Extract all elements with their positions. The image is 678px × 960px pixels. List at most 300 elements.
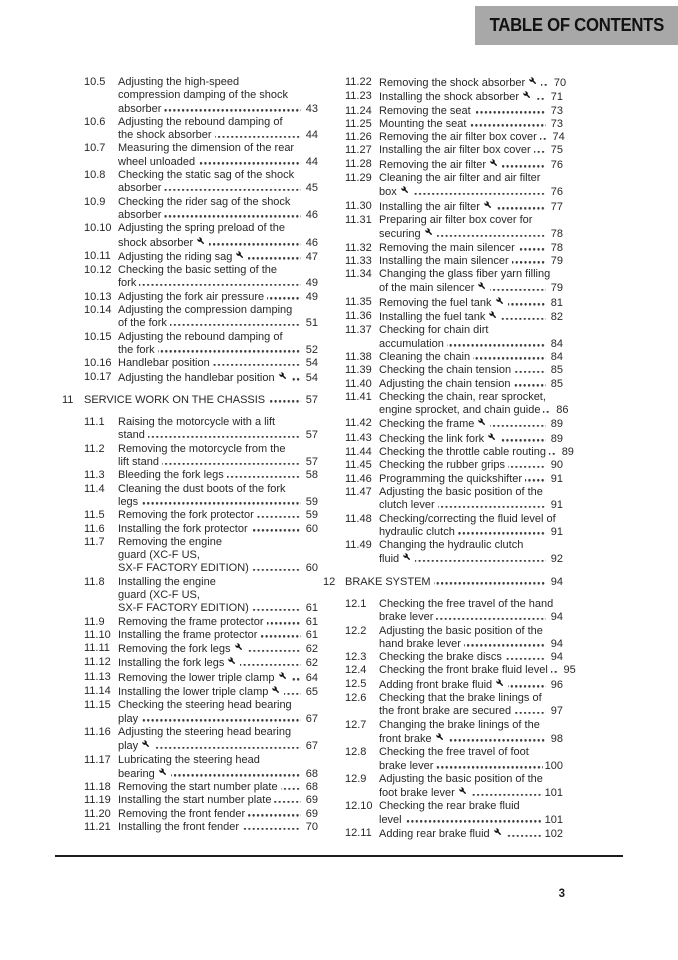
toc-section-entry — [323, 351, 563, 364]
wrench-icon — [235, 250, 245, 260]
entry-title-line: absorber — [118, 208, 162, 221]
leader-dots — [540, 138, 548, 141]
entry-page-number: 94 — [550, 637, 563, 650]
leader-dots — [434, 582, 546, 585]
entry-page-number: 89 — [561, 446, 574, 459]
entry-title-line: hydraulic clutch — [379, 525, 455, 538]
entry-number: 10.6 — [84, 115, 106, 128]
entry-last-line — [379, 473, 563, 486]
entry-title-line: level — [379, 813, 402, 826]
entry-title — [379, 144, 563, 157]
entry-number: 11.3 — [84, 469, 105, 482]
entry-title — [118, 331, 318, 358]
entry-number: 11.30 — [345, 199, 372, 212]
entry-last-line — [118, 496, 318, 509]
entry-last-line — [118, 794, 318, 807]
toc-section-entry — [323, 719, 563, 747]
entry-number: 10.17 — [84, 370, 112, 383]
entry-title — [379, 486, 563, 513]
toc-section-entry — [323, 268, 563, 296]
entry-title — [118, 576, 318, 616]
entry-last-line — [118, 429, 318, 442]
leader-dots — [535, 98, 546, 101]
entry-title-line: clutch lever — [379, 499, 435, 512]
entry-title-line: Removing the fuel tank — [379, 296, 492, 309]
entry-page-number: 79 — [550, 254, 563, 267]
entry-page-number: 84 — [550, 350, 563, 363]
entry-title-line: Removing the frame protector — [118, 615, 264, 628]
entry-number: 11.13 — [84, 670, 111, 683]
entry-page-number: 61 — [305, 602, 318, 615]
entry-number: 11.14 — [84, 685, 111, 698]
wrench-icon — [158, 767, 168, 777]
entry-page-number: 61 — [305, 615, 318, 628]
leader-dots — [139, 284, 301, 287]
entry-last-line — [118, 236, 318, 250]
entry-title-line: bearing — [118, 767, 155, 780]
entry-title-line: Checking/correcting the fluid level of — [379, 512, 556, 525]
entry-last-line — [118, 781, 318, 794]
entry-title — [118, 656, 318, 670]
entry-title — [118, 523, 318, 536]
entry-title-line: absorber — [118, 182, 162, 195]
entry-page-number: 54 — [305, 357, 318, 370]
entry-title — [118, 264, 318, 291]
entry-title-line: box — [379, 186, 397, 199]
entry-title — [379, 719, 563, 747]
entry-title — [379, 625, 563, 652]
entry-title — [345, 576, 563, 589]
leader-dots — [473, 357, 546, 360]
leader-dots — [164, 215, 301, 218]
entry-title-line: Adjusting the basic position of the — [379, 624, 543, 637]
entry-title — [118, 116, 318, 143]
entry-page-number: 94 — [550, 575, 563, 588]
leader-dots — [549, 453, 557, 456]
toc-section-entry — [62, 116, 318, 143]
wrench-icon-wrap — [141, 739, 151, 749]
entry-title-line: Preparing air filter box cover for — [379, 213, 533, 226]
entry-page-number: 46 — [305, 208, 318, 221]
entry-title-line: Installing the fork legs — [118, 657, 225, 670]
toc-section-entry — [62, 808, 318, 821]
toc-section-entry — [323, 417, 563, 431]
entry-title-line: compression damping of the shock — [118, 89, 288, 102]
entry-last-line — [379, 76, 567, 90]
entry-number: 11.35 — [345, 295, 372, 308]
entry-last-line — [379, 255, 563, 268]
entry-page-number: 62 — [305, 643, 318, 656]
entry-last-line — [84, 394, 318, 407]
entry-title-line: Removing the air filter box cover — [379, 131, 537, 144]
leader-dots — [242, 828, 301, 831]
entry-last-line — [118, 808, 318, 821]
leader-dots — [252, 609, 301, 612]
leader-dots — [209, 243, 301, 246]
entry-page-number: 70 — [305, 821, 318, 834]
entry-page-number: 98 — [550, 732, 563, 745]
entry-title — [379, 200, 563, 214]
entry-page-number: 69 — [305, 807, 318, 820]
entry-page-number: 62 — [305, 657, 318, 670]
entry-title — [118, 642, 318, 656]
entry-number: 11.45 — [345, 459, 372, 472]
entry-page-number: 71 — [550, 91, 563, 104]
leader-dots — [464, 644, 546, 647]
leader-dots — [274, 801, 301, 804]
entry-title — [379, 692, 563, 719]
entry-page-number: 61 — [305, 628, 318, 641]
entry-last-line — [118, 629, 318, 642]
toc-section-entry — [323, 678, 563, 692]
entry-number: 11.37 — [345, 324, 372, 337]
entry-number: 11.43 — [345, 431, 372, 444]
toc-section-entry — [323, 692, 563, 719]
entry-number: 10.15 — [84, 330, 112, 343]
entry-title — [379, 268, 563, 296]
leader-dots — [257, 516, 301, 519]
entry-title — [379, 390, 569, 418]
toc-section-entry — [62, 331, 318, 358]
toc-section-entry — [323, 105, 563, 118]
entry-title-line: stand — [118, 429, 145, 442]
entry-page-number: 69 — [305, 794, 318, 807]
entry-last-line — [118, 713, 318, 726]
toc-section-entry — [62, 371, 318, 385]
entry-page-number: 85 — [550, 364, 563, 377]
entry-title-line: Installing the front fender — [118, 821, 240, 834]
toc-section-entry — [62, 357, 318, 370]
entry-title-line: Adjusting the riding sag — [118, 250, 233, 263]
leader-dots — [508, 466, 546, 469]
wrench-icon-wrap — [196, 236, 206, 246]
entry-title-line: Installing the shock absorber — [379, 91, 520, 104]
leader-dots — [170, 324, 301, 327]
entry-number: 11.21 — [84, 821, 111, 834]
entry-last-line — [379, 158, 563, 172]
entry-title-line: BRAKE SYSTEM — [345, 575, 431, 588]
leader-dots — [247, 650, 302, 653]
toc-section-entry — [62, 685, 318, 699]
entry-title-line: lift stand — [118, 456, 159, 469]
toc-section-entry — [323, 131, 563, 144]
entry-title-line: Installing the lower triple clamp — [118, 686, 269, 699]
toc-section-entry — [62, 304, 318, 331]
entry-last-line — [118, 767, 318, 781]
entry-number: 10.5 — [84, 76, 106, 88]
toc-section-entry — [62, 523, 318, 536]
entry-title — [118, 509, 318, 522]
leader-dots — [267, 622, 301, 625]
toc-section-entry — [62, 781, 318, 794]
wrench-icon — [477, 417, 487, 427]
entry-title-line: of the main silencer — [379, 282, 475, 295]
entry-last-line — [379, 364, 563, 377]
entry-page-number: 73 — [550, 104, 563, 117]
entry-title — [118, 794, 318, 807]
entry-number: 12.1 — [345, 597, 367, 610]
wrench-icon-wrap — [435, 732, 445, 742]
toc-section-entry — [62, 699, 318, 726]
entry-page-number: 91 — [550, 525, 563, 538]
entry-title — [379, 296, 563, 310]
entry-title-line: absorber — [118, 102, 162, 115]
entry-title-line: Checking the steering head bearing — [118, 699, 292, 712]
entry-last-line — [379, 281, 563, 295]
entry-number: 11.1 — [84, 416, 105, 429]
entry-page-number: 100 — [544, 759, 563, 772]
leader-dots — [438, 506, 546, 509]
entry-last-line — [379, 651, 563, 664]
entry-last-line — [379, 242, 563, 255]
entry-title — [118, 808, 318, 821]
entry-number: 11.20 — [84, 807, 111, 820]
entry-page-number: 57 — [305, 456, 318, 469]
entry-title-line: Removing the air filter — [379, 158, 486, 171]
entry-number: 11.25 — [345, 117, 372, 130]
leader-dots — [437, 235, 546, 238]
entry-title — [379, 76, 567, 90]
wrench-icon-wrap — [458, 786, 468, 796]
entry-last-line — [118, 209, 318, 222]
entry-title-line: foot brake lever — [379, 787, 455, 800]
entry-title-line: Installing the start number plate — [118, 794, 272, 807]
entry-last-line — [379, 404, 569, 417]
entry-last-line — [118, 671, 318, 685]
entry-title-line: securing — [379, 228, 421, 241]
entry-last-line — [379, 705, 563, 718]
entry-page-number: 60 — [305, 522, 318, 535]
entry-page-number: 78 — [550, 228, 563, 241]
toc-section-entry — [323, 390, 569, 418]
entry-last-line — [118, 656, 318, 670]
entry-page-number: 76 — [550, 186, 563, 199]
entry-title-line: play — [118, 740, 139, 753]
entry-last-line — [118, 357, 318, 370]
toc-section-entry — [62, 443, 318, 470]
entry-title-line: shock absorber — [118, 236, 194, 249]
entry-title-line: of the fork — [118, 317, 167, 330]
entry-page-number: 54 — [305, 371, 318, 384]
entry-number: 10.13 — [84, 290, 112, 303]
entry-title-line: Checking that the brake linings of — [379, 692, 542, 705]
leader-dots — [525, 479, 546, 482]
leader-dots — [291, 378, 301, 381]
entry-number: 11.19 — [84, 794, 111, 807]
entry-title — [118, 629, 318, 642]
entry-title — [118, 536, 318, 576]
toc-section-entry — [323, 598, 563, 625]
entry-last-line — [118, 103, 318, 116]
toc-section-entry — [323, 486, 563, 513]
entry-page-number: 52 — [305, 343, 318, 356]
entry-number: 11.7 — [84, 535, 105, 548]
entry-page-number: 44 — [305, 155, 318, 168]
entry-title-line: fluid — [379, 553, 400, 566]
entry-number: 11.22 — [345, 76, 372, 88]
entry-title-line: Removing the main silencer — [379, 241, 515, 254]
toc-section-entry — [62, 642, 318, 656]
entry-page-number: 94 — [550, 651, 563, 664]
entry-page-number: 89 — [550, 418, 563, 431]
leader-dots — [164, 109, 301, 112]
entry-title-line: Lubricating the steering head — [118, 753, 260, 766]
entry-title — [118, 671, 318, 685]
entry-last-line — [379, 760, 563, 773]
leader-dots — [415, 560, 546, 563]
entry-title-line: the fork — [118, 343, 155, 356]
entry-last-line — [118, 371, 318, 385]
entry-title — [379, 598, 563, 625]
entry-last-line — [379, 90, 563, 104]
entry-title-line: Removing the start number plate — [118, 781, 278, 794]
entry-last-line — [118, 602, 318, 615]
toc-section-entry — [62, 576, 318, 616]
entry-page-number: 94 — [550, 611, 563, 624]
leader-dots — [506, 835, 543, 838]
entry-title-line: Checking the rider sag of the shock — [118, 195, 291, 208]
entry-number: 11.9 — [84, 615, 105, 628]
entry-title — [379, 378, 563, 391]
leader-dots — [541, 84, 549, 87]
entry-number: 11.26 — [345, 131, 372, 144]
entry-number: 11.40 — [345, 377, 372, 390]
leader-dots — [551, 671, 559, 674]
wrench-icon-wrap — [235, 250, 245, 260]
entry-page-number: 101 — [544, 787, 563, 800]
entry-last-line — [118, 616, 318, 629]
entry-number: 11.18 — [84, 781, 111, 794]
leader-dots — [158, 350, 301, 353]
entry-title — [379, 172, 563, 200]
entry-page-number: 86 — [556, 404, 569, 417]
entry-number: 11.46 — [345, 472, 372, 485]
entry-page-number: 79 — [550, 282, 563, 295]
entry-page-number: 67 — [305, 712, 318, 725]
toc-section-entry — [62, 264, 318, 291]
leader-dots — [469, 124, 546, 127]
entry-page-number: 78 — [550, 241, 563, 254]
entry-number: 10.12 — [84, 264, 112, 277]
entry-last-line — [118, 291, 318, 304]
entry-number: 11.12 — [84, 656, 111, 669]
wrench-icon — [278, 371, 288, 381]
entry-last-line — [379, 351, 563, 364]
toc-section-entry — [323, 144, 563, 157]
entry-page-number: 57 — [305, 393, 318, 406]
toc-section-entry — [323, 200, 563, 214]
entry-page-number: 44 — [305, 129, 318, 142]
toc-columns — [62, 76, 576, 841]
leader-dots — [141, 502, 301, 505]
entry-title — [118, 250, 318, 264]
entry-title — [379, 364, 563, 377]
leader-dots — [543, 411, 551, 414]
entry-page-number: 82 — [550, 311, 563, 324]
wrench-icon — [477, 281, 487, 291]
toc-section-entry — [323, 378, 563, 391]
entry-number: 11.11 — [84, 642, 110, 655]
wrench-icon — [271, 685, 281, 695]
entry-title-line: Removing the motorcycle from the — [118, 442, 286, 455]
entry-last-line — [118, 685, 318, 699]
entry-page-number: 51 — [305, 317, 318, 330]
entry-title-line: Checking the static sag of the shock — [118, 169, 295, 182]
entry-page-number: 70 — [553, 77, 567, 89]
entry-number: 11.33 — [345, 254, 372, 267]
leader-dots — [260, 635, 301, 638]
wrench-icon — [489, 158, 499, 168]
entry-page-number: 68 — [305, 767, 318, 780]
entry-title-line: Checking the throttle cable routing — [379, 446, 546, 459]
entry-number: 12 — [323, 575, 336, 588]
entry-title-line: Installing the fork protector — [118, 522, 248, 535]
page-number: 3 — [558, 888, 565, 900]
entry-page-number: 90 — [550, 459, 563, 472]
entry-title — [379, 459, 563, 472]
wrench-icon-wrap — [487, 432, 497, 442]
entry-last-line — [345, 576, 563, 589]
entry-page-number: 59 — [305, 495, 318, 508]
entry-last-line — [379, 144, 563, 157]
entry-last-line — [379, 432, 563, 446]
entry-page-number: 92 — [550, 553, 563, 566]
entry-title — [379, 678, 563, 692]
entry-title-line: Adjusting the high-speed — [118, 76, 240, 88]
entry-number: 11.34 — [345, 268, 372, 281]
entry-last-line — [118, 129, 318, 142]
wrench-icon-wrap — [495, 296, 505, 306]
entry-title-line: Programming the quickshifter — [379, 472, 523, 485]
entry-title-line: fork — [118, 277, 137, 290]
entry-title-line: Adjusting the handlebar position — [118, 371, 275, 384]
entry-number: 11.32 — [345, 241, 372, 254]
entry-title-line: Checking the basic setting of the — [118, 264, 277, 277]
entry-number: 11.17 — [84, 753, 111, 766]
toc-section-entry — [323, 459, 563, 472]
wrench-icon — [488, 310, 498, 320]
entry-last-line — [118, 250, 318, 264]
entry-page-number: 77 — [550, 200, 563, 213]
entry-title-line: Adjusting the compression damping — [118, 304, 293, 317]
entry-number: 12.2 — [345, 624, 367, 637]
leader-dots — [490, 425, 546, 428]
leader-dots — [490, 289, 546, 292]
entry-title-line: Adjusting the basic position of the — [379, 772, 543, 785]
entry-last-line — [379, 105, 563, 118]
leader-dots — [514, 712, 546, 715]
entry-title-line: Changing the glass fiber yarn filling — [379, 268, 551, 281]
entry-title-line: Checking the chain tension — [379, 364, 512, 377]
entry-number: 12.8 — [345, 746, 367, 759]
entry-last-line — [379, 310, 563, 324]
entry-number: 11.4 — [84, 482, 105, 495]
entry-title-line: Removing the engine — [118, 535, 222, 548]
entry-last-line — [379, 638, 563, 651]
entry-number: 11.2 — [84, 442, 105, 455]
entry-number: 12.10 — [345, 800, 373, 813]
leader-dots — [227, 476, 301, 479]
entry-title-line: Checking the brake discs — [379, 651, 502, 664]
entry-page-number: 89 — [550, 432, 563, 445]
entry-title — [379, 473, 563, 486]
entry-last-line — [118, 642, 318, 656]
entry-number: 10.9 — [84, 195, 106, 208]
entry-page-number: 81 — [550, 296, 563, 309]
entry-title-line: Bleeding the fork legs — [118, 469, 224, 482]
entry-title — [379, 651, 563, 664]
wrench-icon — [495, 678, 505, 688]
